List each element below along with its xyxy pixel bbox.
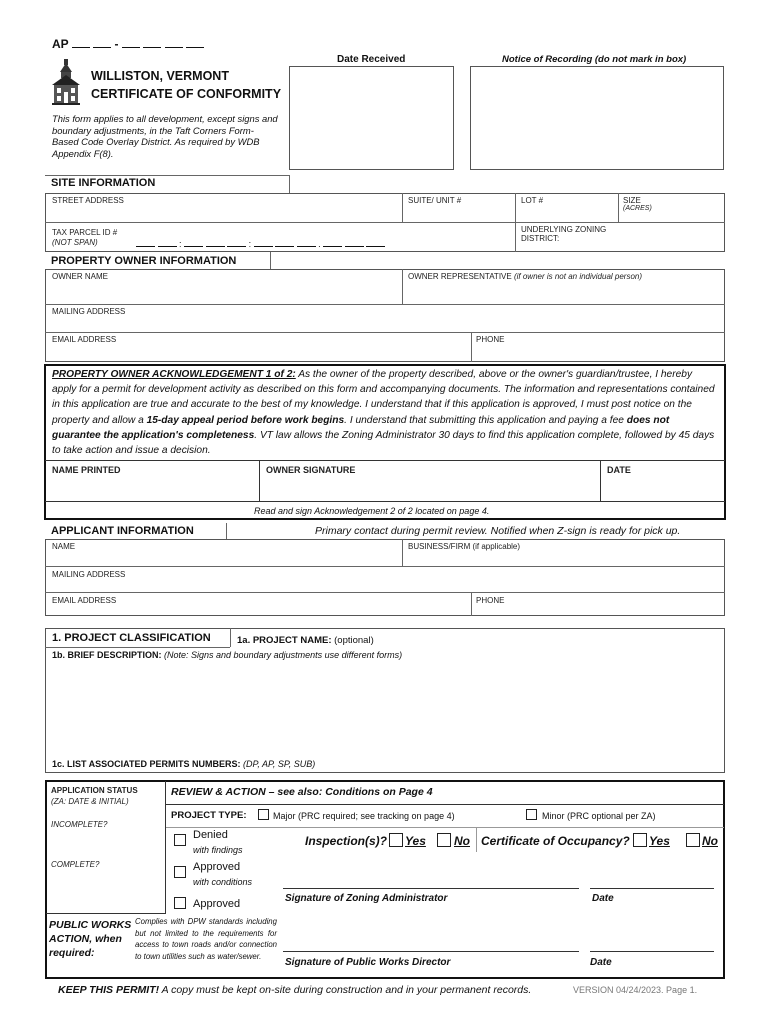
owner-info-table (45, 269, 725, 362)
footer-version: VERSION 04/24/2023. Page 1. (573, 985, 698, 995)
date-received-label: Date Received (337, 54, 406, 65)
ap-prefix: AP (52, 37, 69, 51)
street-address-label: STREET ADDRESS (52, 196, 124, 205)
acres-label: (ACRES) (623, 205, 652, 212)
incomplete-label: INCOMPLETE? (51, 820, 108, 829)
inspections-yes-label: Yes (405, 834, 426, 848)
not-span-label: (NOT SPAN) (52, 238, 98, 247)
footer-keep-permit: KEEP THIS PERMIT! A copy must be kept on-site during construction and in your permanent records. (58, 984, 532, 996)
app-status-label: APPLICATION STATUS (51, 786, 138, 795)
town-hall-logo (51, 59, 81, 105)
public-works-label: PUBLIC WORKS ACTION, when required: (49, 919, 132, 959)
major-label: Major (PRC required; see tracking on page 4) (273, 811, 455, 821)
approved-conditions-checkbox[interactable] (174, 866, 186, 878)
za-date-label: (ZA: DATE & INITIAL) (51, 797, 129, 806)
ack-footnote: Read and sign Acknowledgement 2 of 2 located on page 4. (254, 506, 490, 516)
certificate-no-label: No (702, 834, 718, 848)
certificate-no-checkbox[interactable] (686, 833, 700, 847)
notice-of-recording-label: Notice of Recording (do not mark in box) (502, 54, 687, 65)
ack-date-label: DATE (607, 465, 631, 475)
form-title-line1: WILLISTON, VERMONT (91, 69, 229, 83)
dpw-date-label: Date (590, 957, 612, 968)
denied-label: Denied (193, 829, 228, 841)
date-received-box[interactable] (289, 66, 454, 170)
applicant-name-label: NAME (52, 542, 76, 551)
project-classification-title: 1. PROJECT CLASSIFICATION (52, 632, 211, 644)
za-date-label: Date (592, 893, 614, 904)
approved-checkbox[interactable] (174, 897, 186, 909)
inspections-no-checkbox[interactable] (437, 833, 451, 847)
certificate-yes-label: Yes (649, 834, 670, 848)
with-conditions-label: with conditions (193, 877, 253, 887)
za-date-line[interactable] (590, 888, 714, 889)
certificate-question: Certificate of Occupancy? (481, 834, 630, 848)
za-signature-label: Signature of Zoning Administrator (285, 893, 448, 904)
owner-signature-label: OWNER SIGNATURE (266, 465, 356, 475)
primary-contact-note: Primary contact during permit review. Notified when Z-sign is ready for pick up. (315, 525, 681, 537)
complete-label: COMPLETE? (51, 860, 100, 869)
project-name-label: 1a. PROJECT NAME: (optional) (237, 635, 374, 646)
certificate-yes-checkbox[interactable] (633, 833, 647, 847)
approved-conditions-label: Approved (193, 861, 241, 873)
underlying-zoning-label: UNDERLYING ZONING DISTRICT: (521, 225, 607, 244)
za-signature-line[interactable] (283, 888, 579, 889)
review-action-title: REVIEW & ACTION – see also: Conditions on Page 4 (171, 786, 433, 798)
inspections-yes-checkbox[interactable] (389, 833, 403, 847)
public-works-note: Complies with DPW standards including but not limited to the requirements for access to town roads and/or connection to town utilities such as water/sewer. (135, 917, 277, 961)
minor-label: Minor (PRC optional per ZA) (542, 811, 656, 821)
owner-mailing-label: MAILING ADDRESS (52, 307, 126, 316)
project-type-label: PROJECT TYPE: (171, 810, 247, 821)
applicant-info-title: APPLICANT INFORMATION (51, 525, 194, 537)
lot-label: LOT # (521, 196, 544, 205)
dpw-date-line[interactable] (590, 951, 714, 952)
ap-number[interactable]: AP - (52, 37, 204, 51)
business-firm-label: BUSINESS/FIRM (if applicable) (408, 542, 521, 551)
minor-checkbox[interactable] (526, 809, 537, 820)
denied-checkbox[interactable] (174, 834, 186, 846)
applicant-email-label: EMAIL ADDRESS (52, 596, 117, 605)
approved-label: Approved (193, 898, 241, 910)
site-info-title: SITE INFORMATION (51, 177, 156, 189)
with-findings-label: with findings (193, 845, 243, 855)
dpw-signature-label: Signature of Public Works Director (285, 957, 451, 968)
owner-rep-label: OWNER REPRESENTATIVE (if owner is not an individual person) (408, 272, 643, 281)
applicant-phone-label: PHONE (476, 596, 505, 605)
associated-permits-label: 1c. LIST ASSOCIATED PERMITS NUMBERS: (DP, AP, SP, SUB) (52, 759, 316, 769)
major-checkbox[interactable] (258, 809, 269, 820)
inspections-no-label: No (454, 834, 470, 848)
form-title-line2: CERTIFICATE OF CONFORMITY (91, 87, 282, 101)
brief-description-label: 1b. BRIEF DESCRIPTION: (Note: Signs and boundary adjustments use different forms) (52, 650, 403, 660)
tax-parcel-input[interactable]: : : . (136, 236, 385, 249)
dpw-signature-line[interactable] (283, 951, 579, 952)
applicant-info-table (45, 539, 725, 616)
acknowledgement-text: PROPERTY OWNER ACKNOWLEDGEMENT 1 of 2: As the owner of the property described, above or the owner's guardian/trustee, I hereby apply for a permit for development activity as described on this form and accompanying documents. The information and representations contained in this application are true and accurate to the best of my knowledge. I understand that if this application is approved, I must post notice on the property and allow a 15-day appeal period before work begins. I understand that submitting this application and paying a fee does not guarantee the application's completeness. VT law allows the Zoning Administrator 30 days to find this application complete, followed by 45 days to take action and issue a decision. (52, 369, 715, 457)
owner-phone-label: PHONE (476, 335, 505, 344)
intro-text: This form applies to all development, except signs and boundary adjustments, in the Taft Corners Form-Based Code Overlay District. As required by WDB Appendix F(8). (52, 113, 278, 159)
owner-name-label: OWNER NAME (52, 272, 108, 281)
inspections-question: Inspection(s)? (305, 834, 388, 848)
notice-of-recording-box (470, 66, 724, 170)
owner-email-label: EMAIL ADDRESS (52, 335, 117, 344)
name-printed-label: NAME PRINTED (52, 465, 121, 475)
suite-unit-label: SUITE/ UNIT # (408, 196, 462, 205)
applicant-mailing-label: MAILING ADDRESS (52, 570, 126, 579)
owner-info-title: PROPERTY OWNER INFORMATION (51, 255, 237, 267)
tax-parcel-label: TAX PARCEL ID # (52, 228, 118, 237)
size-label: SIZE (623, 196, 641, 205)
